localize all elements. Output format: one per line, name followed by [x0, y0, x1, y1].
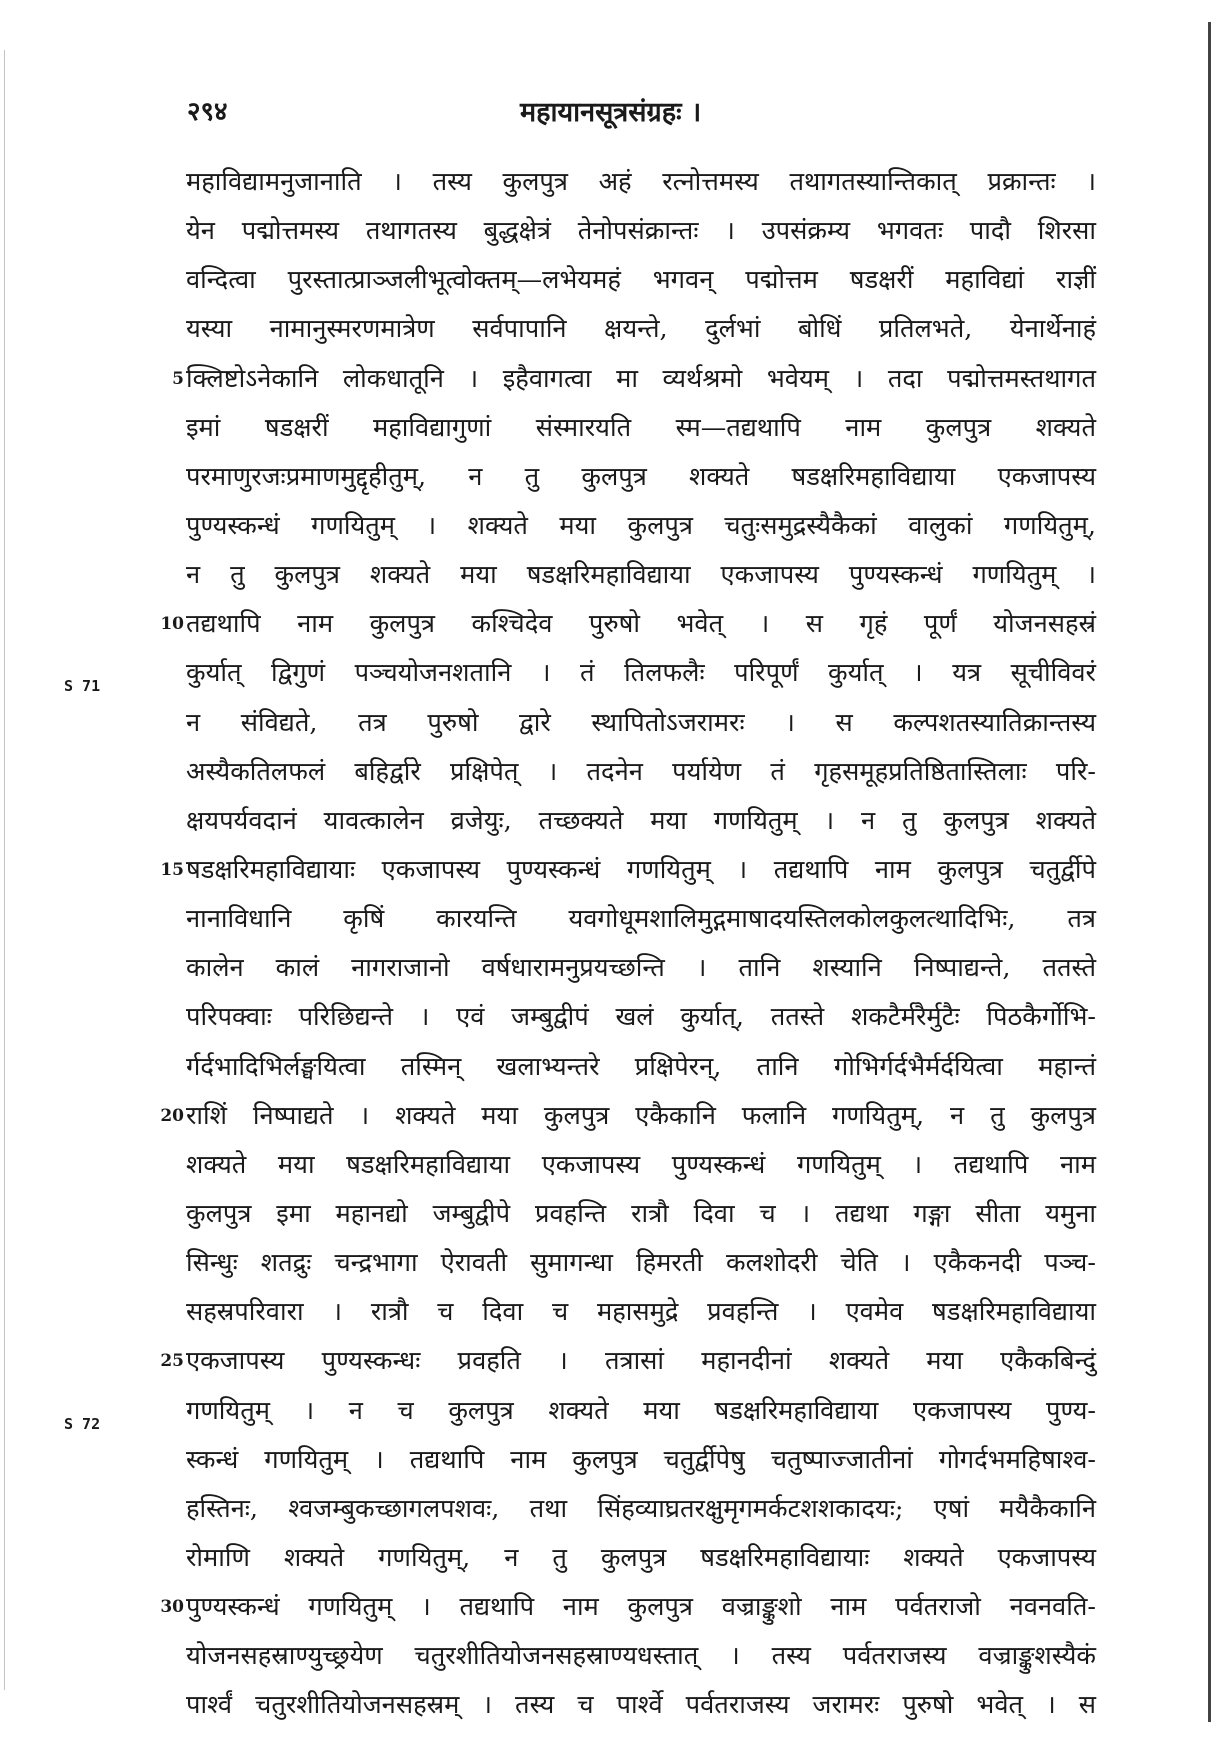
line-text: न तु कुलपुत्र शक्यते मया षडक्षरिमहाविद्याया एकजापस्य पुण्यस्कन्धं गणयितुम् । [186, 560, 1096, 591]
text-line [186, 453, 1096, 502]
line-text: न संविद्यते, तत्र पुरुषो द्वारे स्थापितोऽजरामरः । स कल्पशतस्यातिक्रान्तस्य [186, 707, 1096, 738]
left-edge-rule [4, 50, 5, 1690]
line-number: 25 [160, 1351, 184, 1372]
text-line [160, 846, 1096, 895]
line-text: योजनसहस्राण्युच्छ्रयेण चतुरशीतियोजनसहस्राण्यधस्तात् । तस्य पर्वतराजस्य वज्राङ्कुशस्यैकं [186, 1641, 1096, 1672]
line-text: महाविद्यामनुजानाति । तस्य कुलपुत्र अहं रत्नोत्तमस्य तथागतस्यान्तिकात् प्रक्रान्तः । [186, 167, 1096, 197]
line-text: कुलपुत्र इमा महानद्यो जम्बुद्वीपे प्रवहन्ति रात्रौ दिवा च । तद्यथा गङ्गा सीता यमुना [186, 1198, 1096, 1229]
line-text: गणयितुम् । न च कुलपुत्र शक्यते मया षडक्षरिमहाविद्याया एकजापस्य पुण्य- [186, 1395, 1096, 1426]
line-text: क्षयपर्यवदानं यावत्कालेन व्रजेयुः, तच्छक्यते मया गणयितुम् । न तु कुलपुत्र शक्यते [186, 805, 1096, 836]
line-text: षडक्षरिमहाविद्यायाः एकजापस्य पुण्यस्कन्धं गणयितुम् । तद्यथापि नाम कुलपुत्र चतुर्द्वीपे [186, 854, 1096, 885]
line-text: पार्श्वं चतुरशीतियोजनसहस्रम् । तस्य च पार्श्वे पर्वतराजस्य जरामरः पुरुषो भवेत् । स [186, 1690, 1096, 1721]
line-text: स्कन्धं गणयितुम् । तद्यथापि नाम कुलपुत्र चतुर्द्वीपेषु चतुष्पाज्जातीनां गोगर्दभमहिषाश्व- [186, 1444, 1096, 1475]
line-number: 20 [160, 1105, 184, 1126]
margin-ref-s72: S 72 [64, 1415, 101, 1433]
line-text: क्लिष्टोऽनेकानि लोकधातूनि । इहैवागत्वा मा व्यर्थश्रमो भवेयम् । तदा पद्मोत्तमस्तथागत [186, 363, 1096, 394]
text-line [186, 944, 1096, 993]
text-line [186, 1043, 1096, 1092]
text-line [160, 1583, 1096, 1632]
text-line [186, 158, 1096, 207]
line-text: अस्यैकतिलफलं बहिर्द्वारे प्रक्षिपेत् । तदनेन पर्यायेण तं गृहसमूहप्रतिष्ठितास्तिलाः परि- [186, 756, 1096, 787]
line-text: वन्दित्वा पुरस्तात्प्राञ्जलीभूत्वोक्तम्—लभेयमहं भगवन् पद्मोत्तम षडक्षरीं महाविद्यां राज्ञीं [186, 265, 1096, 296]
line-text: सहस्रपरिवारा । रात्रौ च दिवा च महासमुद्रे प्रवहन्ति । एवमेव षडक्षरिमहाविद्याया [186, 1297, 1096, 1328]
line-text: तद्यथापि नाम कुलपुत्र कश्चिदेव पुरुषो भवेत् । स गृहं पूर्णं योजनसहस्रं [186, 609, 1096, 640]
line-text: पुण्यस्कन्धं गणयितुम् । तद्यथापि नाम कुलपुत्र वज्राङ्कुशो नाम पर्वतराजो नवनवति- [186, 1592, 1096, 1623]
text-line [186, 1288, 1096, 1337]
running-title: महायानसूत्रसंग्रहः । [520, 97, 702, 128]
line-text: राशिं निष्पाद्यते । शक्यते मया कुलपुत्र एकैकानि फलानि गणयितुम्, न तु कुलपुत्र [186, 1100, 1096, 1131]
line-text: परमाणुरजःप्रमाणमुद्दृहीतुम्, न तु कुलपुत्र शक्यते षडक्षरिमहाविद्याया एकजापस्य [186, 461, 1096, 492]
line-text: शक्यते मया षडक्षरिमहाविद्याया एकजापस्य पुण्यस्कन्धं गणयितुम् । तद्यथापि नाम [186, 1149, 1096, 1180]
text-line [186, 502, 1096, 551]
line-text: कुर्यात् द्विगुणं पञ्चयोजनशतानि । तं तिलफलैः परिपूर्णं कुर्यात् । यत्र सूचीविवरं [186, 658, 1096, 689]
text-line [160, 1337, 1096, 1386]
line-number: 15 [160, 859, 184, 880]
text-line [186, 1534, 1096, 1583]
text-line [186, 1387, 1096, 1436]
line-text: रोमाणि शक्यते गणयितुम्, न तु कुलपुत्र षडक्षरिमहाविद्यायाः शक्यते एकजापस्य [186, 1542, 1096, 1573]
text-line [186, 1239, 1096, 1288]
right-edge-rule [1208, 22, 1211, 1722]
text-line [186, 551, 1096, 600]
line-text: यस्या नामानुस्मरणमात्रेण सर्वपापानि क्षयन्ते, दुर्लभां बोधिं प्रतिलभते, येनार्थेनाहं [186, 314, 1096, 345]
text-line [186, 1190, 1096, 1239]
margin-ref-s71: S 71 [64, 677, 101, 695]
text-line [186, 649, 1096, 698]
text-line [186, 699, 1096, 748]
text-line [186, 895, 1096, 944]
body-text [160, 158, 1096, 1731]
line-text: पुण्यस्कन्धं गणयितुम् । शक्यते मया कुलपुत्र चतुःसमुद्रस्यैकैकां वालुकां गणयितुम्, [186, 510, 1096, 541]
text-line [186, 256, 1096, 305]
text-line [172, 355, 1096, 404]
text-line [186, 993, 1096, 1042]
text-line [186, 1681, 1096, 1730]
line-text: र्गर्दभादिभिर्लङ्घयित्वा तस्मिन् खलाभ्यन्तरे प्रक्षिपेरन्, तानि गोभिर्गर्दभैर्मर्दयित्वा महान्तं [186, 1051, 1096, 1082]
line-text: इमां षडक्षरीं महाविद्यागुणां संस्मारयति स्म—तद्यथापि नाम कुलपुत्र शक्यते [186, 412, 1096, 443]
text-line [186, 404, 1096, 453]
line-number: 10 [160, 614, 184, 635]
line-text: कालेन कालं नागराजानो वर्षधारामनुप्रयच्छन्ति । तानि शस्यानि निष्पाद्यन्ते, ततस्ते [186, 953, 1096, 984]
text-line [186, 797, 1096, 846]
text-line [186, 207, 1096, 256]
text-line [186, 748, 1096, 797]
line-number: 5 [172, 368, 184, 389]
text-line [186, 1632, 1096, 1681]
text-line [186, 305, 1096, 354]
line-text: सिन्धुः शतद्रुः चन्द्रभागा ऐरावती सुमागन्धा हिमरती कलशोदरी चेति । एकैकनदी पञ्च- [186, 1248, 1096, 1279]
text-line [186, 1141, 1096, 1190]
line-text: परिपक्वाः परिछिद्यन्ते । एवं जम्बुद्वीपं खलं कुर्यात्, ततस्ते शकटैर्मरैर्मुटैः पिठकैर्गोभि- [186, 1002, 1096, 1033]
text-line [160, 600, 1096, 649]
line-text: नानाविधानि कृषिं कारयन्ति यवगोधूमशालिमुद्गमाषादयस्तिलकोलकुलत्थादिभिः, तत्र [186, 904, 1096, 935]
line-text: हस्तिनः, श्वजम्बुकच्छागलपशवः, तथा सिंहव्याघ्रतरक्षुमृगमर्कटशशकादयः; एषां मयैकैकानि [186, 1493, 1096, 1524]
line-number: 30 [160, 1597, 184, 1618]
text-line [186, 1485, 1096, 1534]
page-number: २९४ [187, 97, 228, 127]
text-line [186, 1436, 1096, 1485]
text-line [160, 1092, 1096, 1141]
page-header [0, 92, 1232, 132]
line-text: एकजापस्य पुण्यस्कन्धः प्रवहति । तत्रासां महानदीनां शक्यते मया एकैकबिन्दुं [186, 1346, 1096, 1377]
line-text: येन पद्मोत्तमस्य तथागतस्य बुद्धक्षेत्रं तेनोपसंक्रान्तः । उपसंक्रम्य भगवतः पादौ शिरसा [186, 216, 1096, 247]
